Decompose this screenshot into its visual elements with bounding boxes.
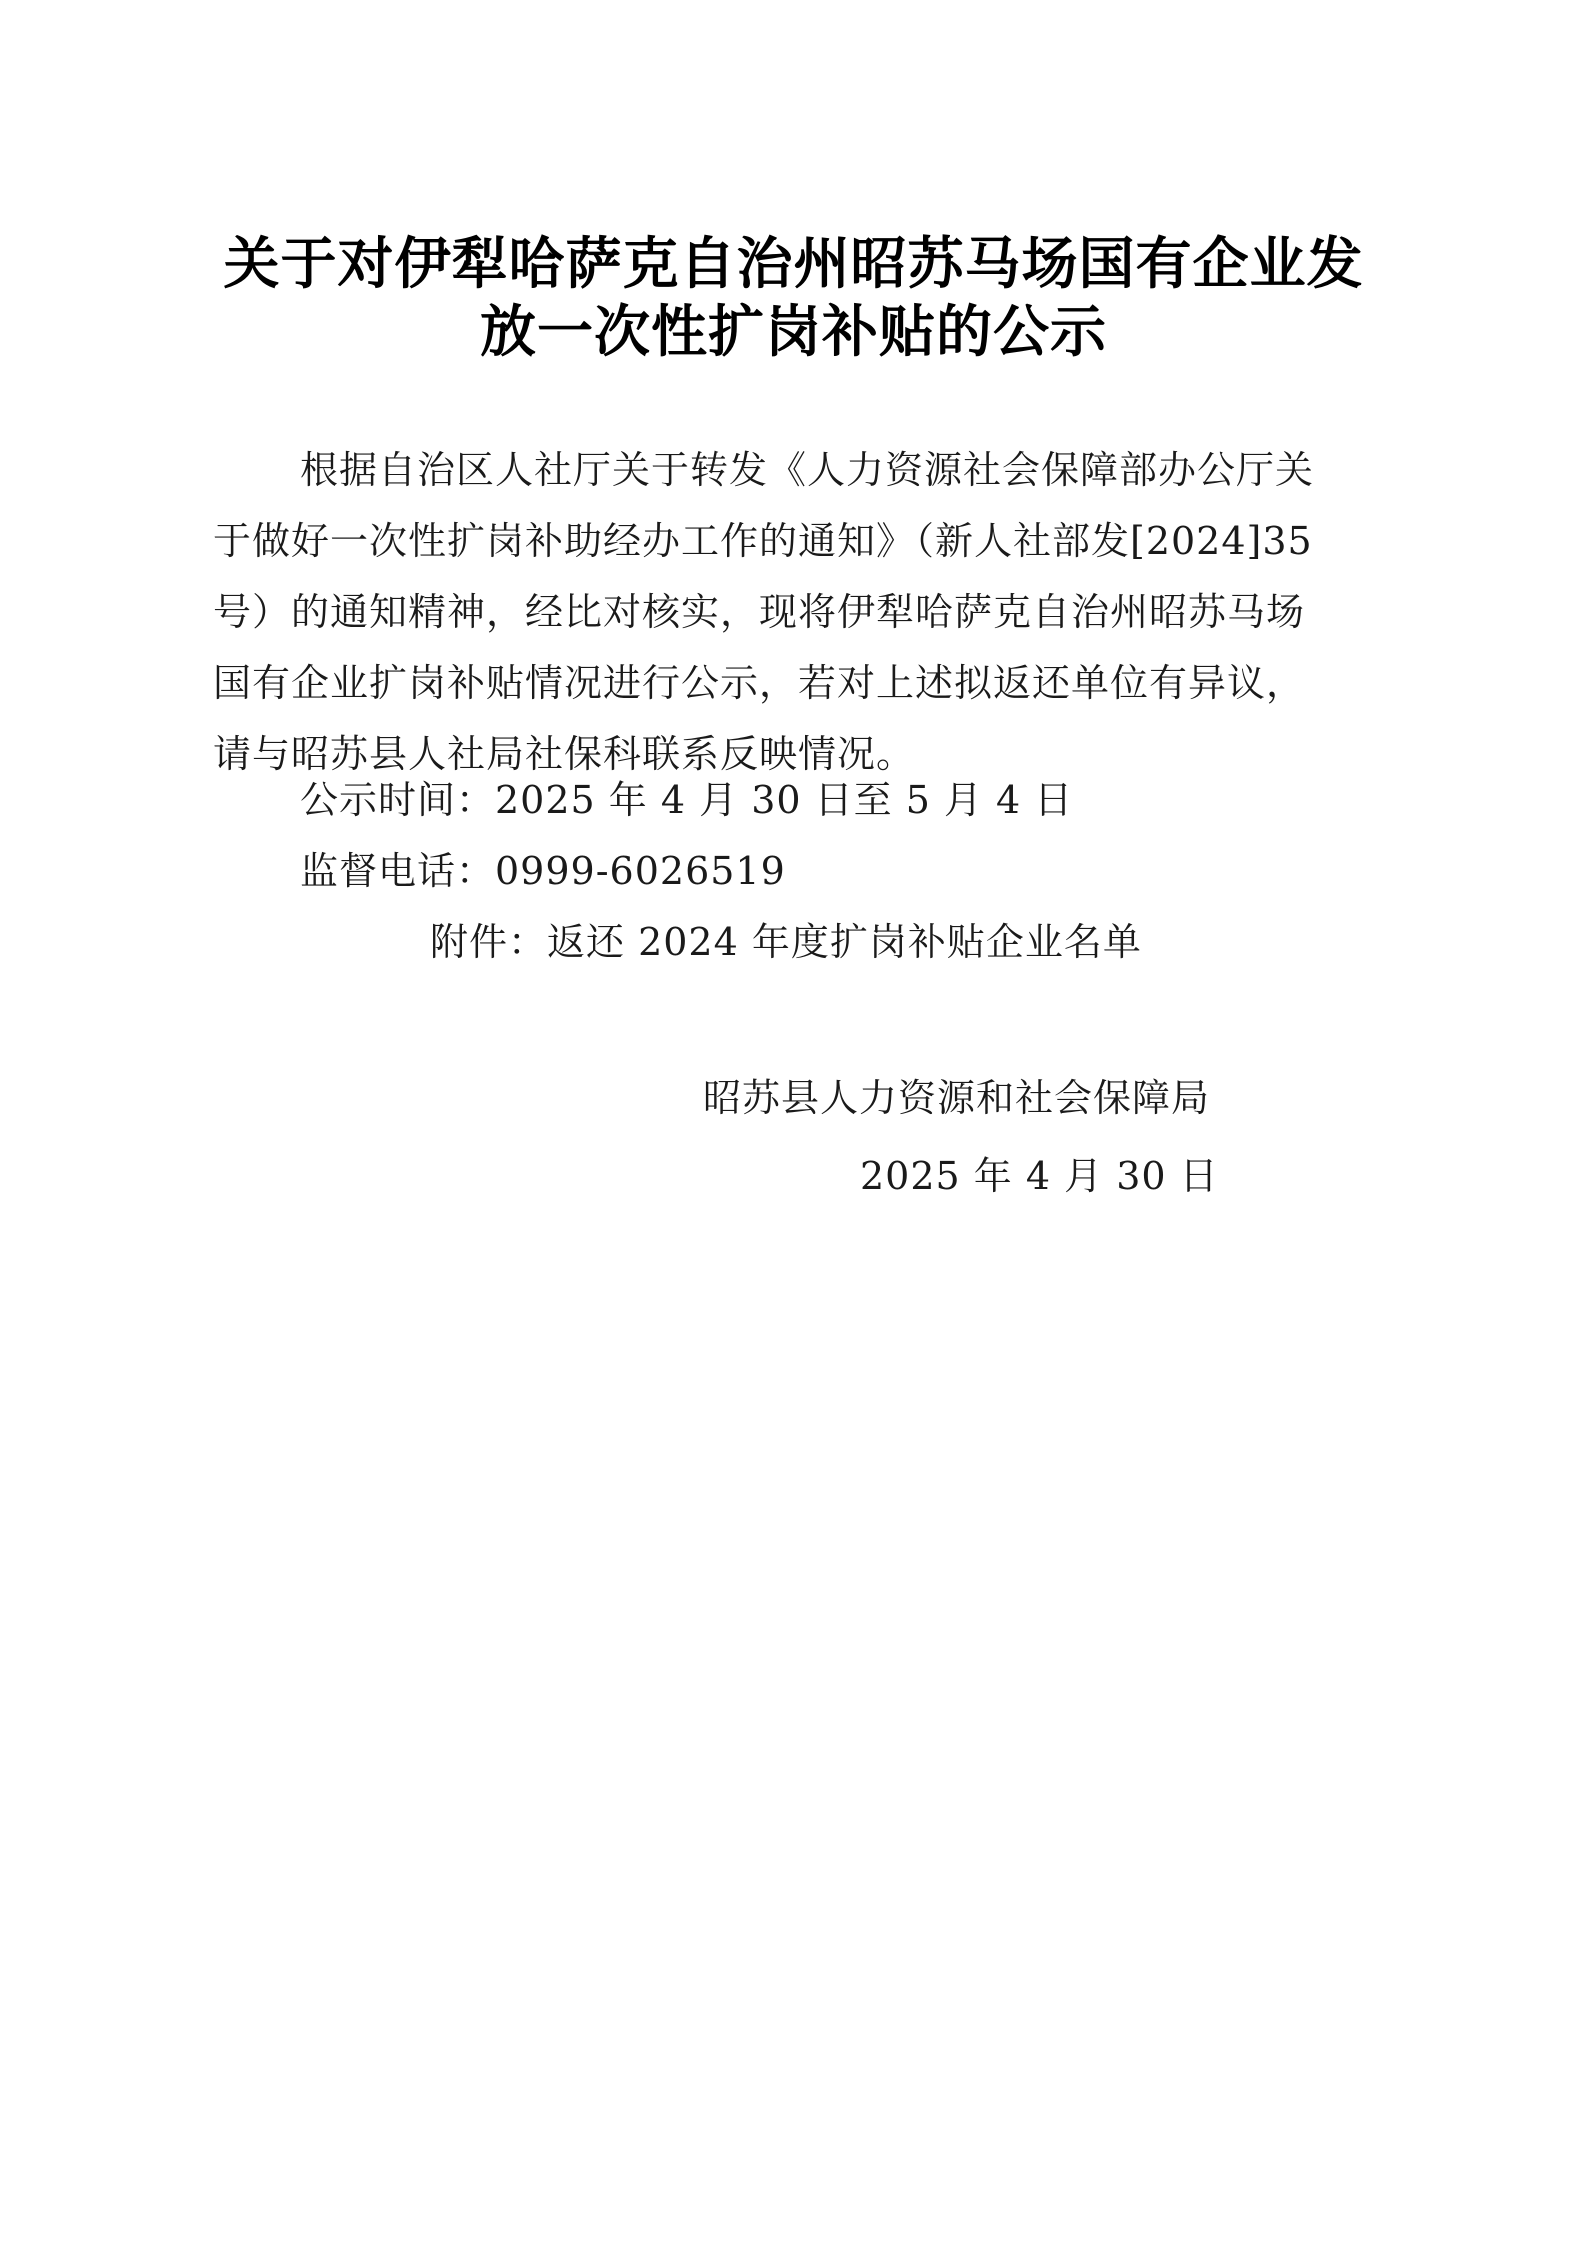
document-title-line-2: 放一次性扩岗补贴的公示 xyxy=(480,299,1107,365)
attachment-note: 附件：返还 2024 年度扩岗补贴企业名单 xyxy=(430,920,1142,964)
body-paragraph-line-3: 号）的通知精神，经比对核实，现将伊犁哈萨克自治州昭苏马场 xyxy=(213,590,1306,634)
body-paragraph-line-4: 国有企业扩岗补贴情况进行公示，若对上述拟返还单位有异议， xyxy=(213,661,1306,705)
signature-date: 2025 年 4 月 30 日 xyxy=(860,1154,1219,1198)
body-paragraph-line-1: 根据自治区人社厅关于转发《人力资源社会保障部办公厅关 xyxy=(300,448,1315,492)
supervision-phone: 监督电话：0999-6026519 xyxy=(300,849,786,893)
publicity-period: 公示时间：2025 年 4 月 30 日至 5 月 4 日 xyxy=(300,778,1074,822)
body-paragraph-line-5: 请与昭苏县人社局社保科联系反映情况。 xyxy=(213,732,916,776)
document-title-line-1: 关于对伊犁哈萨克自治州昭苏马场国有企业发 xyxy=(223,231,1364,297)
body-paragraph-line-2: 于做好一次性扩岗补助经办工作的通知》（新人社部发[2024]35 xyxy=(213,519,1313,563)
signature-organization: 昭苏县人力资源和社会保障局 xyxy=(703,1076,1211,1120)
